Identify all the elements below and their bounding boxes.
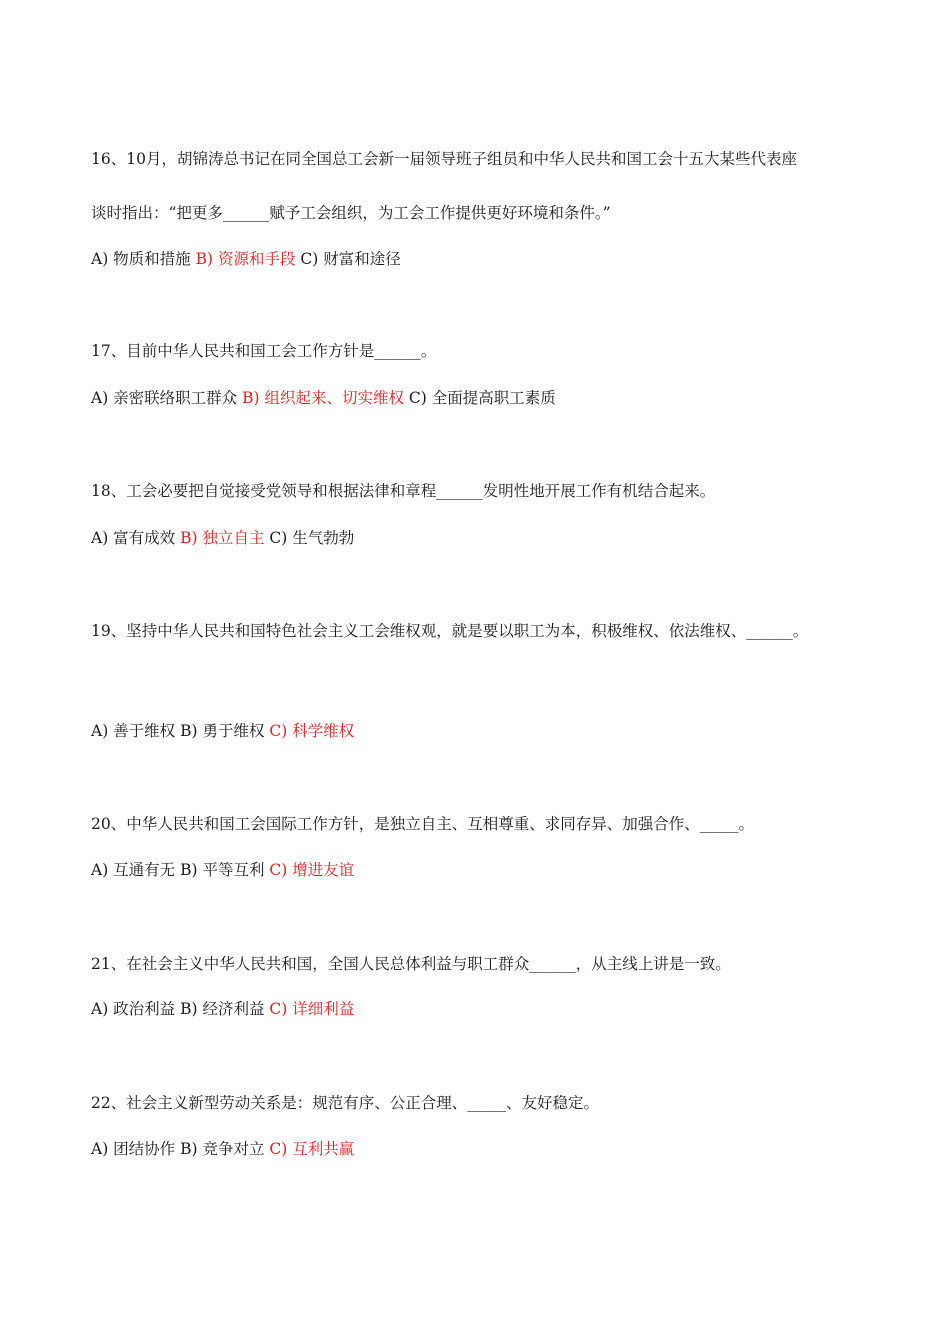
option-text: A) 物质和措施 xyxy=(91,250,196,268)
question-17-options xyxy=(91,388,556,408)
option-text: A) 互通有无 B) 平等互利 xyxy=(91,861,270,879)
correct-option-text: B) 资源和手段 xyxy=(195,250,296,268)
option-text: C) 生气勃勃 xyxy=(264,529,355,547)
question-17-stem: 17、目前中华人民共和国工会工作方针是______。 xyxy=(91,342,437,360)
question-19-stem: 19、坚持中华人民共和国特色社会主义工会维权观，就是要以职工为本，积极维权、依法维权、______。 xyxy=(91,622,809,640)
question-16-stem-line-2: 谈时指出：“把更多______赋予工会组织，为工会工作提供更好环境和条件。” xyxy=(91,204,611,222)
option-text: A) 政治利益 B) 经济利益 xyxy=(91,1000,270,1018)
correct-option-text: B) 独立自主 xyxy=(180,529,265,547)
question-18-options xyxy=(91,528,354,548)
question-22-stem: 22、社会主义新型劳动关系是：规范有序、公正合理、_____、友好稳定。 xyxy=(91,1094,599,1112)
option-text: A) 善于维权 B) 勇于维权 xyxy=(91,722,270,740)
option-text: A) 富有成效 xyxy=(91,529,181,547)
option-text: A) 团结协作 B) 竞争对立 xyxy=(91,1140,270,1158)
correct-option-text: C) 互利共赢 xyxy=(269,1140,355,1158)
correct-option-text: B) 组织起来、切实维权 xyxy=(242,389,404,407)
question-21-options xyxy=(91,999,354,1019)
option-text: C) 财富和途径 xyxy=(295,250,401,268)
question-18-stem: 18、工会必要把自觉接受党领导和根据法律和章程______发明性地开展工作有机结合起来。 xyxy=(91,482,716,500)
correct-option-text: C) 增进友谊 xyxy=(269,861,355,879)
correct-option-text: C) 科学维权 xyxy=(269,722,355,740)
question-20-stem: 20、中华人民共和国工会国际工作方针，是独立自主、互相尊重、求同存异、加强合作、_____。 xyxy=(91,815,754,833)
question-22-options xyxy=(91,1139,354,1159)
question-16-stem-line-1: 16、10月，胡锦涛总书记在同全国总工会新一届领导班子组员和中华人民共和国工会十五大某些代表座 xyxy=(91,150,797,168)
correct-option-text: C) 详细利益 xyxy=(269,1000,355,1018)
question-20-options xyxy=(91,860,354,880)
option-text: C) 全面提高职工素质 xyxy=(403,389,556,407)
option-text: A) 亲密联络职工群众 xyxy=(91,389,243,407)
question-19-options xyxy=(91,721,354,741)
question-21-stem: 21、在社会主义中华人民共和国，全国人民总体利益与职工群众______，从主线上讲是一致。 xyxy=(91,955,731,973)
question-16-options xyxy=(91,249,401,269)
